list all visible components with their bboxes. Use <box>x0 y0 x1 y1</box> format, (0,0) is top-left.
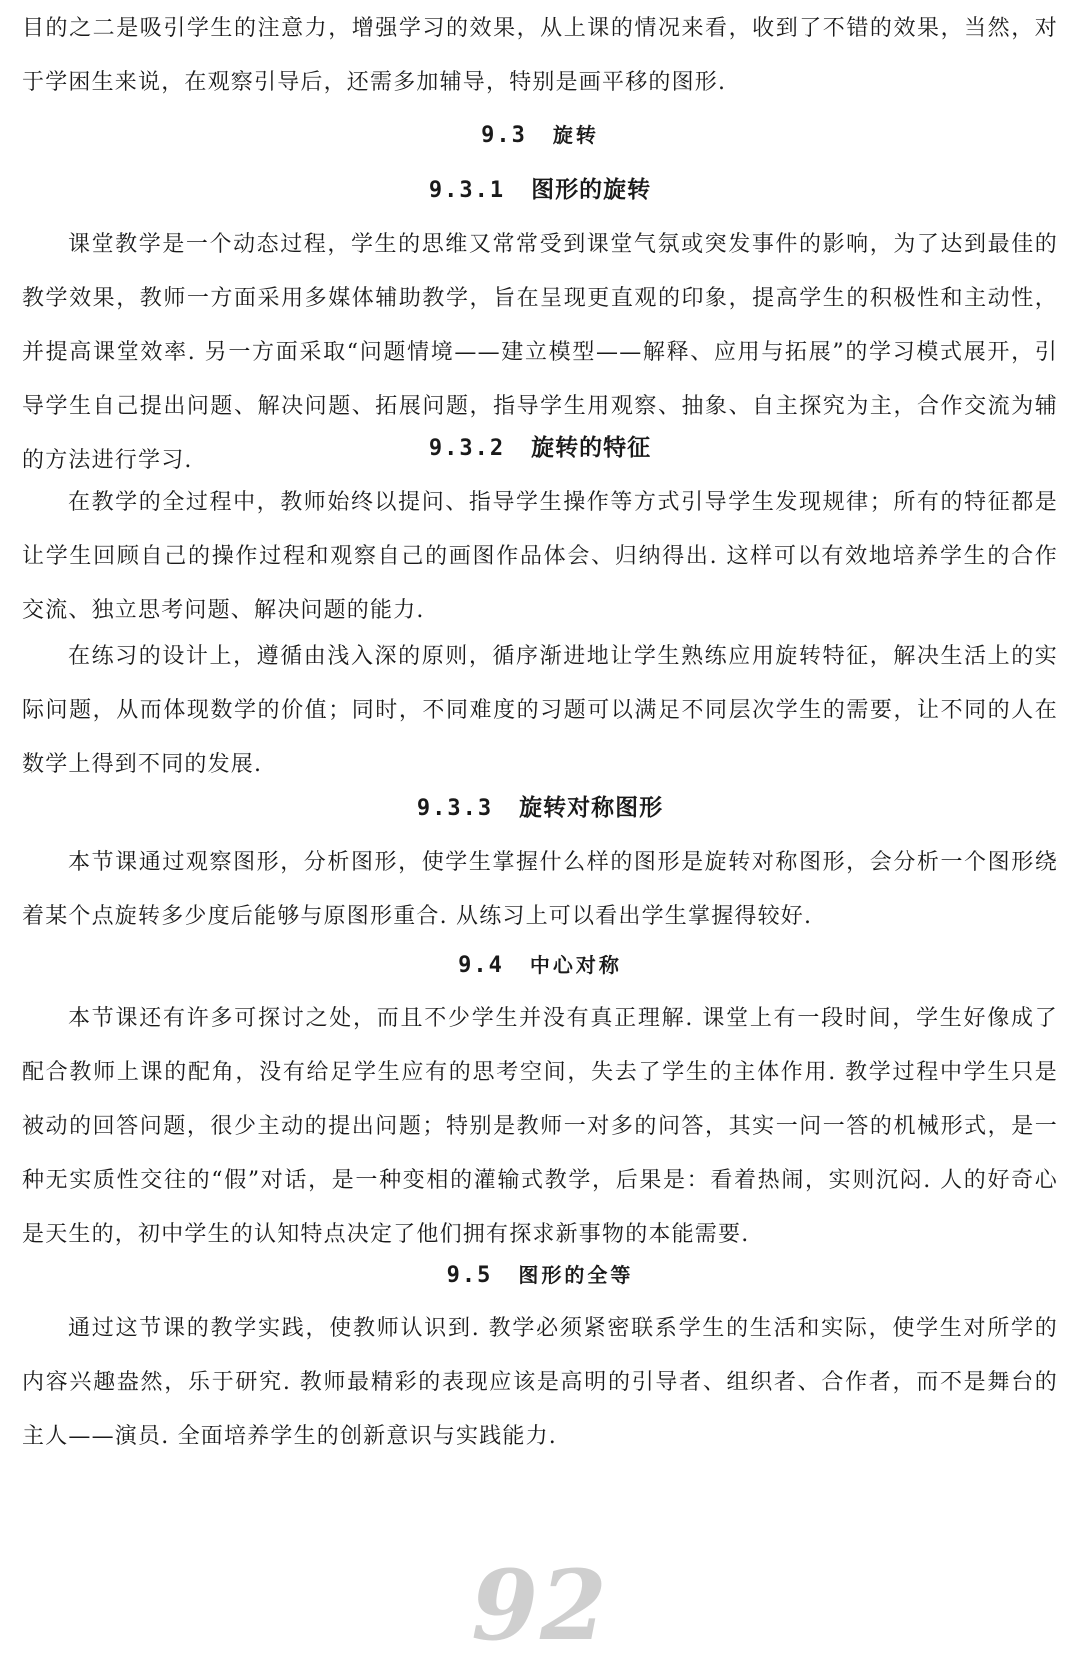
document-page <box>22 0 1058 1662</box>
subsection-title: 旋转的特征 <box>531 435 652 461</box>
section-heading-9-5 <box>22 1254 1058 1296</box>
subsection-number: 9.3.1 <box>428 178 506 203</box>
paragraph-9-3-1: 课堂教学是一个动态过程，学生的思维又常常受到课堂气氛或突发事件的影响，为了达到最佳的教学效果，教师一方面采用多媒体辅助教学，旨在呈现更直观的印象，提高学生的积极性和主动性，并提高课堂效率. 另一方面采取“问题情境——建立模型——解释、应用与拓展”的学习模式展开，引导学生自己提出问题、解决问题、拓展问题，指导学生用观察、抽象、自主探究为主，合作交流为辅的方法进行学习. <box>22 232 1058 473</box>
paragraph-intro-continued: 目的之二是吸引学生的注意力，增强学习的效果，从上课的情况来看，收到了不错的效果，当然，对于学困生来说，在观察引导后，还需多加辅导，特别是画平移的图形. <box>22 16 1058 95</box>
subsection-heading-9-3-1 <box>22 170 1058 211</box>
paragraph-9-4: 本节课还有许多可探讨之处，而且不少学生并没有真正理解. 课堂上有一段时间，学生好像成了配合教师上课的配角，没有给足学生应有的思考空间，失去了学生的主体作用. 教学过程中学生只是被动的回答问题，很少主动的提出问题；特别是教师一对多的问答，其实一问一答的机械形式，是一种无实质性交往的“假”对话，是一种变相的灌输式教学，后果是：看着热闹，实则沉闷. 人的好奇心是天生的，初中学生的认知特点决定了他们拥有探求新事物的本能需要. <box>22 1006 1058 1247</box>
subsection-title: 图形的旋转 <box>531 177 652 203</box>
page-number: 92 <box>471 1549 609 1662</box>
paragraph-9-3-3: 本节课通过观察图形，分析图形，使学生掌握什么样的图形是旋转对称图形，会分析一个图形绕着某个点旋转多少度后能够与原图形重合. 从练习上可以看出学生掌握得较好. <box>22 850 1058 929</box>
section-heading-9-4 <box>22 944 1058 986</box>
section-heading-9-3 <box>22 114 1058 156</box>
subsection-heading-9-3-2 <box>22 428 1058 469</box>
subsection-number: 9.3.3 <box>416 796 494 821</box>
section-title: 图形的全等 <box>518 1263 634 1287</box>
section-number: 9.5 <box>446 1263 493 1288</box>
section-number: 9.4 <box>458 953 504 978</box>
subsection-title: 旋转对称图形 <box>519 795 664 821</box>
section-title: 旋转 <box>552 123 599 147</box>
paragraph-9-3-2-b: 在练习的设计上，遵循由浅入深的原则，循序渐进地让学生熟练应用旋转特征，解决生活上的实际问题，从而体现数学的价值；同时，不同难度的习题可以满足不同层次学生的需要，让不同的人在数学上得到不同的发展. <box>22 644 1058 777</box>
paragraph-9-5: 通过这节课的教学实践，使教师认识到. 教学必须紧密联系学生的生活和实际，使学生对所学的内容兴趣盎然，乐于研究. 教师最精彩的表现应该是高明的引导者、组织者、合作者，而不是舞台的主人——演员. 全面培养学生的创新意识与实践能力. <box>22 1316 1058 1449</box>
section-number: 9.3 <box>481 123 527 148</box>
subsection-number: 9.3.2 <box>428 436 506 461</box>
subsection-heading-9-3-3 <box>22 788 1058 829</box>
section-title: 中心对称 <box>529 953 622 977</box>
paragraph-9-3-2-a: 在教学的全过程中，教师始终以提问、指导学生操作等方式引导学生发现规律；所有的特征都是让学生回顾自己的操作过程和观察自己的画图作品体会、归纳得出. 这样可以有效地培养学生的合作交流、独立思考问题、解决问题的能力. <box>22 490 1058 623</box>
